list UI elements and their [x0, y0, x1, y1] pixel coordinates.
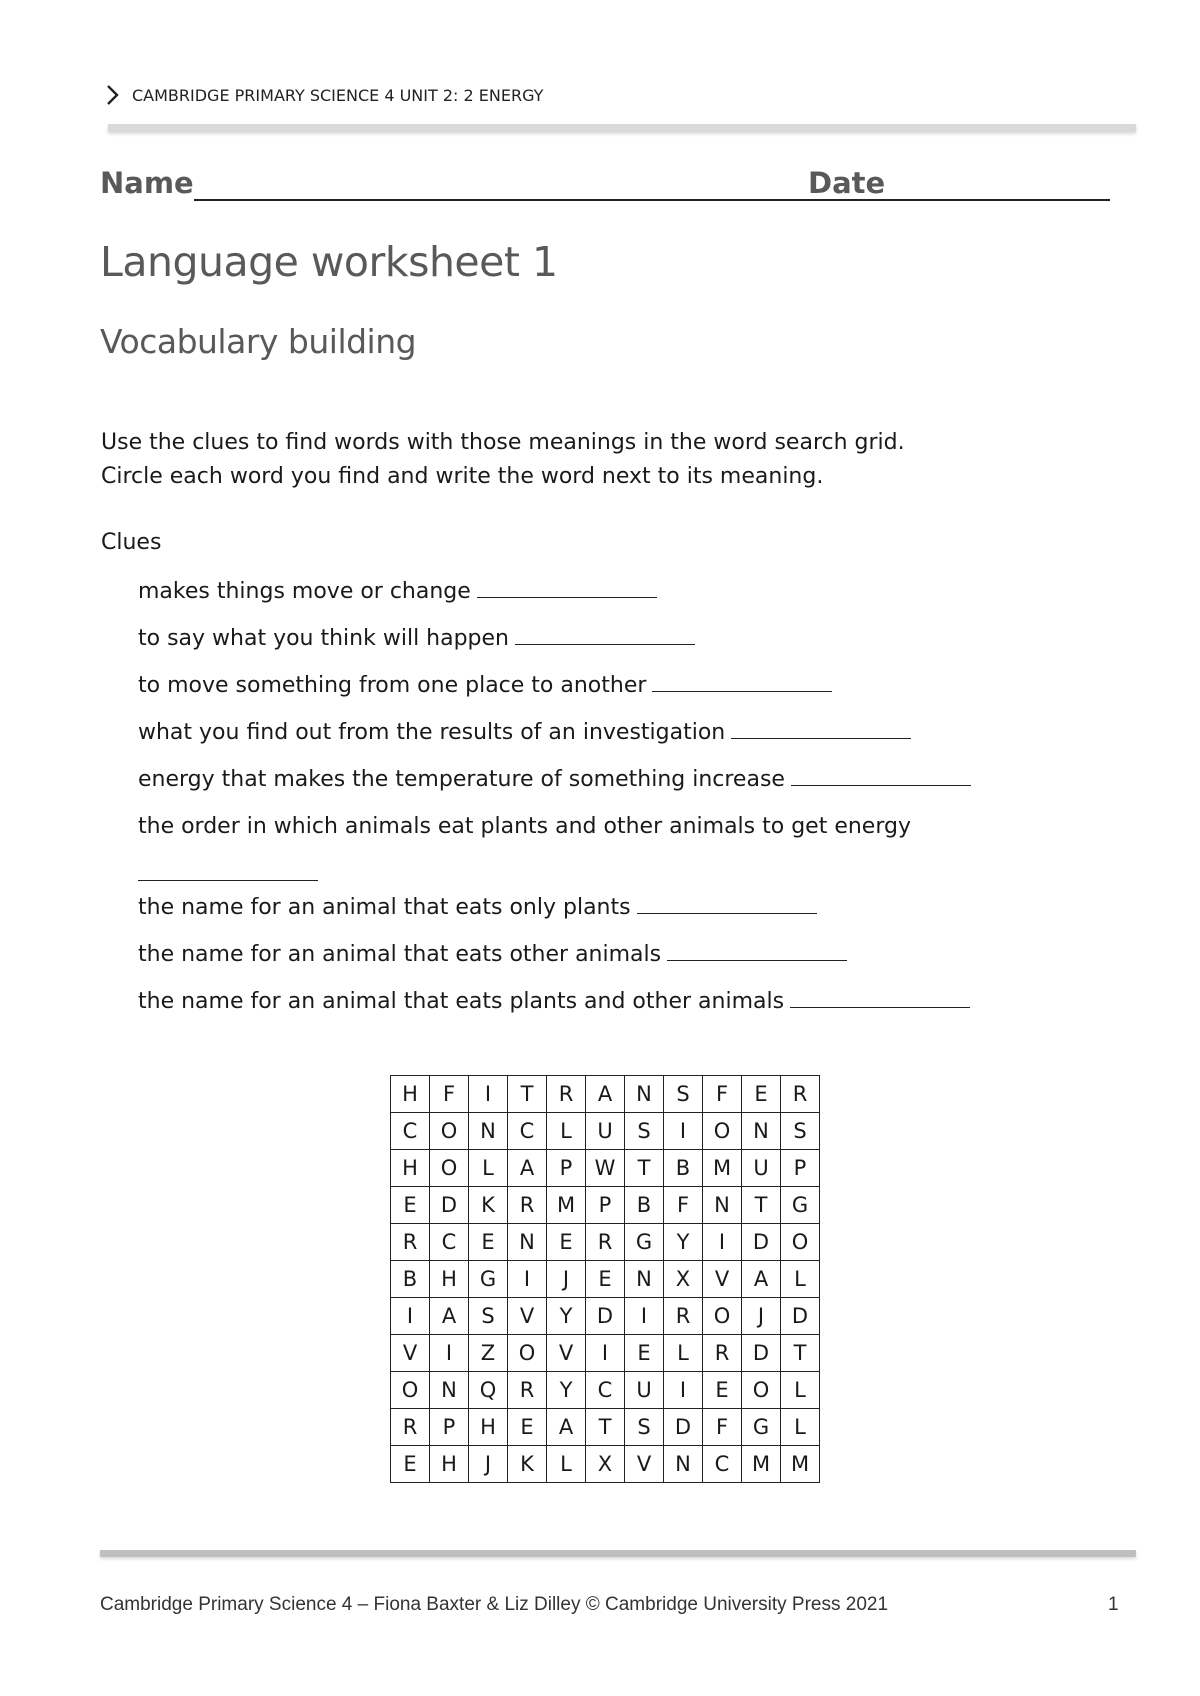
- instructions: [101, 426, 905, 494]
- grid-cell[interactable]: B: [391, 1261, 430, 1298]
- grid-cell[interactable]: J: [547, 1261, 586, 1298]
- clue-text: to move something from one place to another: [138, 673, 647, 698]
- grid-cell[interactable]: M: [547, 1187, 586, 1224]
- grid-cell[interactable]: N: [508, 1224, 547, 1261]
- clues-heading: Clues: [101, 530, 162, 555]
- grid-cell[interactable]: O: [742, 1372, 781, 1409]
- grid-cell[interactable]: A: [742, 1261, 781, 1298]
- page-number: 1: [1108, 1594, 1119, 1615]
- grid-cell[interactable]: K: [508, 1446, 547, 1483]
- grid-cell[interactable]: N: [625, 1076, 664, 1113]
- grid-cell[interactable]: A: [586, 1076, 625, 1113]
- grid-cell[interactable]: J: [742, 1298, 781, 1335]
- grid-cell[interactable]: F: [664, 1187, 703, 1224]
- grid-cell[interactable]: V: [703, 1261, 742, 1298]
- grid-cell[interactable]: D: [781, 1298, 820, 1335]
- grid-cell[interactable]: L: [547, 1113, 586, 1150]
- grid-row: [391, 1113, 820, 1150]
- grid-cell[interactable]: E: [625, 1335, 664, 1372]
- grid-cell[interactable]: U: [625, 1372, 664, 1409]
- grid-cell[interactable]: D: [430, 1187, 469, 1224]
- date-label: Date: [808, 166, 886, 200]
- grid-cell[interactable]: R: [586, 1224, 625, 1261]
- grid-cell[interactable]: G: [469, 1261, 508, 1298]
- answer-blank[interactable]: [667, 938, 847, 961]
- grid-cell[interactable]: X: [664, 1261, 703, 1298]
- grid-cell[interactable]: R: [703, 1335, 742, 1372]
- grid-cell[interactable]: E: [391, 1187, 430, 1224]
- grid-cell[interactable]: I: [625, 1298, 664, 1335]
- grid-cell[interactable]: D: [742, 1224, 781, 1261]
- grid-cell[interactable]: T: [586, 1409, 625, 1446]
- answer-blank[interactable]: [138, 844, 318, 881]
- grid-cell[interactable]: E: [547, 1224, 586, 1261]
- grid-cell[interactable]: M: [703, 1150, 742, 1187]
- grid-cell[interactable]: C: [430, 1224, 469, 1261]
- grid-cell[interactable]: X: [586, 1446, 625, 1483]
- clue-text: to say what you think will happen: [138, 626, 510, 651]
- clue-text: the name for an animal that eats only plants: [138, 895, 631, 920]
- grid-cell[interactable]: D: [742, 1335, 781, 1372]
- grid-cell[interactable]: R: [508, 1187, 547, 1224]
- grid-row: [391, 1409, 820, 1446]
- grid-cell[interactable]: Y: [547, 1372, 586, 1409]
- date-field[interactable]: [888, 199, 1110, 201]
- grid-cell[interactable]: I: [703, 1224, 742, 1261]
- grid-cell[interactable]: F: [703, 1409, 742, 1446]
- grid-cell[interactable]: G: [742, 1409, 781, 1446]
- grid-row: [391, 1298, 820, 1335]
- grid-cell[interactable]: I: [508, 1261, 547, 1298]
- grid-cell[interactable]: D: [664, 1409, 703, 1446]
- grid-cell[interactable]: L: [781, 1261, 820, 1298]
- grid-cell[interactable]: F: [703, 1076, 742, 1113]
- grid-row: [391, 1261, 820, 1298]
- worksheet-title: Language worksheet 1: [100, 238, 558, 286]
- clue-text: the name for an animal that eats plants and other animals: [138, 989, 785, 1014]
- grid-cell[interactable]: I: [586, 1335, 625, 1372]
- grid-cell[interactable]: H: [391, 1076, 430, 1113]
- grid-cell[interactable]: A: [547, 1409, 586, 1446]
- clue-item: [138, 575, 1078, 622]
- grid-cell[interactable]: C: [586, 1372, 625, 1409]
- clue-text: the order in which animals eat plants and other animals to get energy: [138, 814, 911, 839]
- grid-cell[interactable]: Q: [469, 1372, 508, 1409]
- grid-cell[interactable]: N: [664, 1446, 703, 1483]
- grid-cell[interactable]: I: [664, 1113, 703, 1150]
- grid-cell[interactable]: T: [742, 1187, 781, 1224]
- grid-cell[interactable]: B: [625, 1187, 664, 1224]
- page-header: [104, 84, 543, 106]
- grid-row: [391, 1372, 820, 1409]
- name-date-row: [100, 166, 1110, 206]
- grid-row: [391, 1335, 820, 1372]
- clue-item: [138, 716, 1078, 763]
- grid-cell[interactable]: T: [508, 1076, 547, 1113]
- grid-row: [391, 1446, 820, 1483]
- grid-cell[interactable]: F: [430, 1076, 469, 1113]
- grid-cell[interactable]: O: [508, 1335, 547, 1372]
- grid-cell[interactable]: Z: [469, 1335, 508, 1372]
- grid-cell[interactable]: C: [508, 1113, 547, 1150]
- grid-cell[interactable]: S: [781, 1113, 820, 1150]
- grid-cell[interactable]: S: [625, 1409, 664, 1446]
- grid-cell[interactable]: U: [742, 1150, 781, 1187]
- grid-cell[interactable]: U: [586, 1113, 625, 1150]
- answer-blank[interactable]: [731, 716, 911, 739]
- grid-cell[interactable]: R: [391, 1409, 430, 1446]
- grid-cell[interactable]: L: [781, 1372, 820, 1409]
- grid-cell[interactable]: E: [586, 1261, 625, 1298]
- clue-text: energy that makes the temperature of something increase: [138, 767, 785, 792]
- grid-cell[interactable]: R: [664, 1298, 703, 1335]
- grid-cell[interactable]: L: [547, 1446, 586, 1483]
- grid-cell[interactable]: O: [430, 1150, 469, 1187]
- grid-cell[interactable]: R: [781, 1076, 820, 1113]
- grid-cell[interactable]: S: [664, 1076, 703, 1113]
- clue-list: [138, 575, 1078, 1032]
- clue-item: [138, 810, 1078, 891]
- grid-cell[interactable]: O: [703, 1113, 742, 1150]
- answer-blank[interactable]: [652, 669, 832, 692]
- grid-cell[interactable]: P: [430, 1409, 469, 1446]
- grid-cell[interactable]: L: [664, 1335, 703, 1372]
- grid-cell[interactable]: H: [391, 1150, 430, 1187]
- grid-cell[interactable]: E: [703, 1372, 742, 1409]
- grid-cell[interactable]: O: [391, 1372, 430, 1409]
- grid-cell[interactable]: S: [469, 1298, 508, 1335]
- footer-divider: [100, 1550, 1136, 1557]
- grid-row: [391, 1224, 820, 1261]
- grid-cell[interactable]: N: [625, 1261, 664, 1298]
- grid-cell[interactable]: S: [625, 1113, 664, 1150]
- clue-text: the name for an animal that eats other animals: [138, 942, 662, 967]
- clue-text: what you find out from the results of an investigation: [138, 720, 726, 745]
- grid-cell[interactable]: I: [430, 1335, 469, 1372]
- grid-cell[interactable]: A: [430, 1298, 469, 1335]
- grid-cell[interactable]: H: [430, 1261, 469, 1298]
- breadcrumb: CAMBRIDGE PRIMARY SCIENCE 4 UNIT 2: 2 ENERGY: [132, 85, 544, 105]
- grid-cell[interactable]: R: [391, 1224, 430, 1261]
- grid-cell[interactable]: I: [664, 1372, 703, 1409]
- grid-row: [391, 1076, 820, 1113]
- grid-cell[interactable]: E: [391, 1446, 430, 1483]
- grid-cell[interactable]: O: [703, 1298, 742, 1335]
- grid-cell[interactable]: R: [547, 1076, 586, 1113]
- grid-cell[interactable]: V: [508, 1298, 547, 1335]
- grid-cell[interactable]: C: [391, 1113, 430, 1150]
- grid-cell[interactable]: D: [586, 1298, 625, 1335]
- footer-credit: Cambridge Primary Science 4 – Fiona Baxter & Liz Dilley © Cambridge University Press 2021: [100, 1594, 889, 1615]
- grid-cell[interactable]: V: [391, 1335, 430, 1372]
- grid-cell[interactable]: K: [469, 1187, 508, 1224]
- grid-cell[interactable]: A: [508, 1150, 547, 1187]
- worksheet-subtitle: Vocabulary building: [100, 322, 417, 361]
- answer-blank[interactable]: [791, 763, 971, 786]
- grid-cell[interactable]: W: [586, 1150, 625, 1187]
- grid-cell[interactable]: G: [781, 1187, 820, 1224]
- name-label: Name: [100, 166, 194, 200]
- grid-cell[interactable]: H: [430, 1446, 469, 1483]
- grid-cell[interactable]: N: [703, 1187, 742, 1224]
- grid-cell[interactable]: R: [508, 1372, 547, 1409]
- grid-cell[interactable]: P: [781, 1150, 820, 1187]
- name-field[interactable]: [194, 199, 894, 201]
- grid-cell[interactable]: V: [625, 1446, 664, 1483]
- word-search-grid: [390, 1075, 820, 1483]
- answer-blank[interactable]: [515, 622, 695, 645]
- grid-cell[interactable]: P: [547, 1150, 586, 1187]
- grid-cell[interactable]: L: [469, 1150, 508, 1187]
- grid-cell[interactable]: P: [586, 1187, 625, 1224]
- header-divider: [108, 124, 1136, 132]
- grid-cell[interactable]: T: [625, 1150, 664, 1187]
- instruction-line: Circle each word you find and write the word next to its meaning.: [101, 464, 824, 489]
- answer-blank[interactable]: [477, 575, 657, 598]
- clue-item: [138, 891, 1078, 938]
- clue-item: [138, 669, 1078, 716]
- grid-cell[interactable]: O: [781, 1224, 820, 1261]
- grid-cell[interactable]: E: [508, 1409, 547, 1446]
- grid-row: [391, 1150, 820, 1187]
- grid-cell[interactable]: H: [469, 1409, 508, 1446]
- clue-item: [138, 938, 1078, 985]
- grid-cell[interactable]: E: [742, 1076, 781, 1113]
- grid-cell[interactable]: B: [664, 1150, 703, 1187]
- grid-cell[interactable]: O: [430, 1113, 469, 1150]
- grid-row: [391, 1187, 820, 1224]
- grid-cell[interactable]: I: [391, 1298, 430, 1335]
- grid-cell[interactable]: N: [469, 1113, 508, 1150]
- grid-cell[interactable]: J: [469, 1446, 508, 1483]
- grid-cell[interactable]: N: [430, 1372, 469, 1409]
- clue-text: makes things move or change: [138, 579, 471, 604]
- clue-item: [138, 763, 1078, 810]
- grid-cell[interactable]: I: [469, 1076, 508, 1113]
- grid-cell[interactable]: M: [781, 1446, 820, 1483]
- clue-item: [138, 622, 1078, 669]
- grid-cell[interactable]: L: [781, 1409, 820, 1446]
- clue-item: [138, 985, 1078, 1032]
- answer-blank[interactable]: [637, 891, 817, 914]
- grid-cell[interactable]: N: [742, 1113, 781, 1150]
- grid-cell[interactable]: T: [781, 1335, 820, 1372]
- chevron-right-icon: [104, 84, 120, 106]
- grid-cell[interactable]: V: [547, 1335, 586, 1372]
- grid-cell[interactable]: G: [625, 1224, 664, 1261]
- grid-cell[interactable]: Y: [664, 1224, 703, 1261]
- grid-cell[interactable]: Y: [547, 1298, 586, 1335]
- grid-cell[interactable]: M: [742, 1446, 781, 1483]
- instruction-line: Use the clues to find words with those meanings in the word search grid.: [101, 430, 905, 455]
- grid-cell[interactable]: C: [703, 1446, 742, 1483]
- answer-blank[interactable]: [790, 985, 970, 1008]
- grid-cell[interactable]: E: [469, 1224, 508, 1261]
